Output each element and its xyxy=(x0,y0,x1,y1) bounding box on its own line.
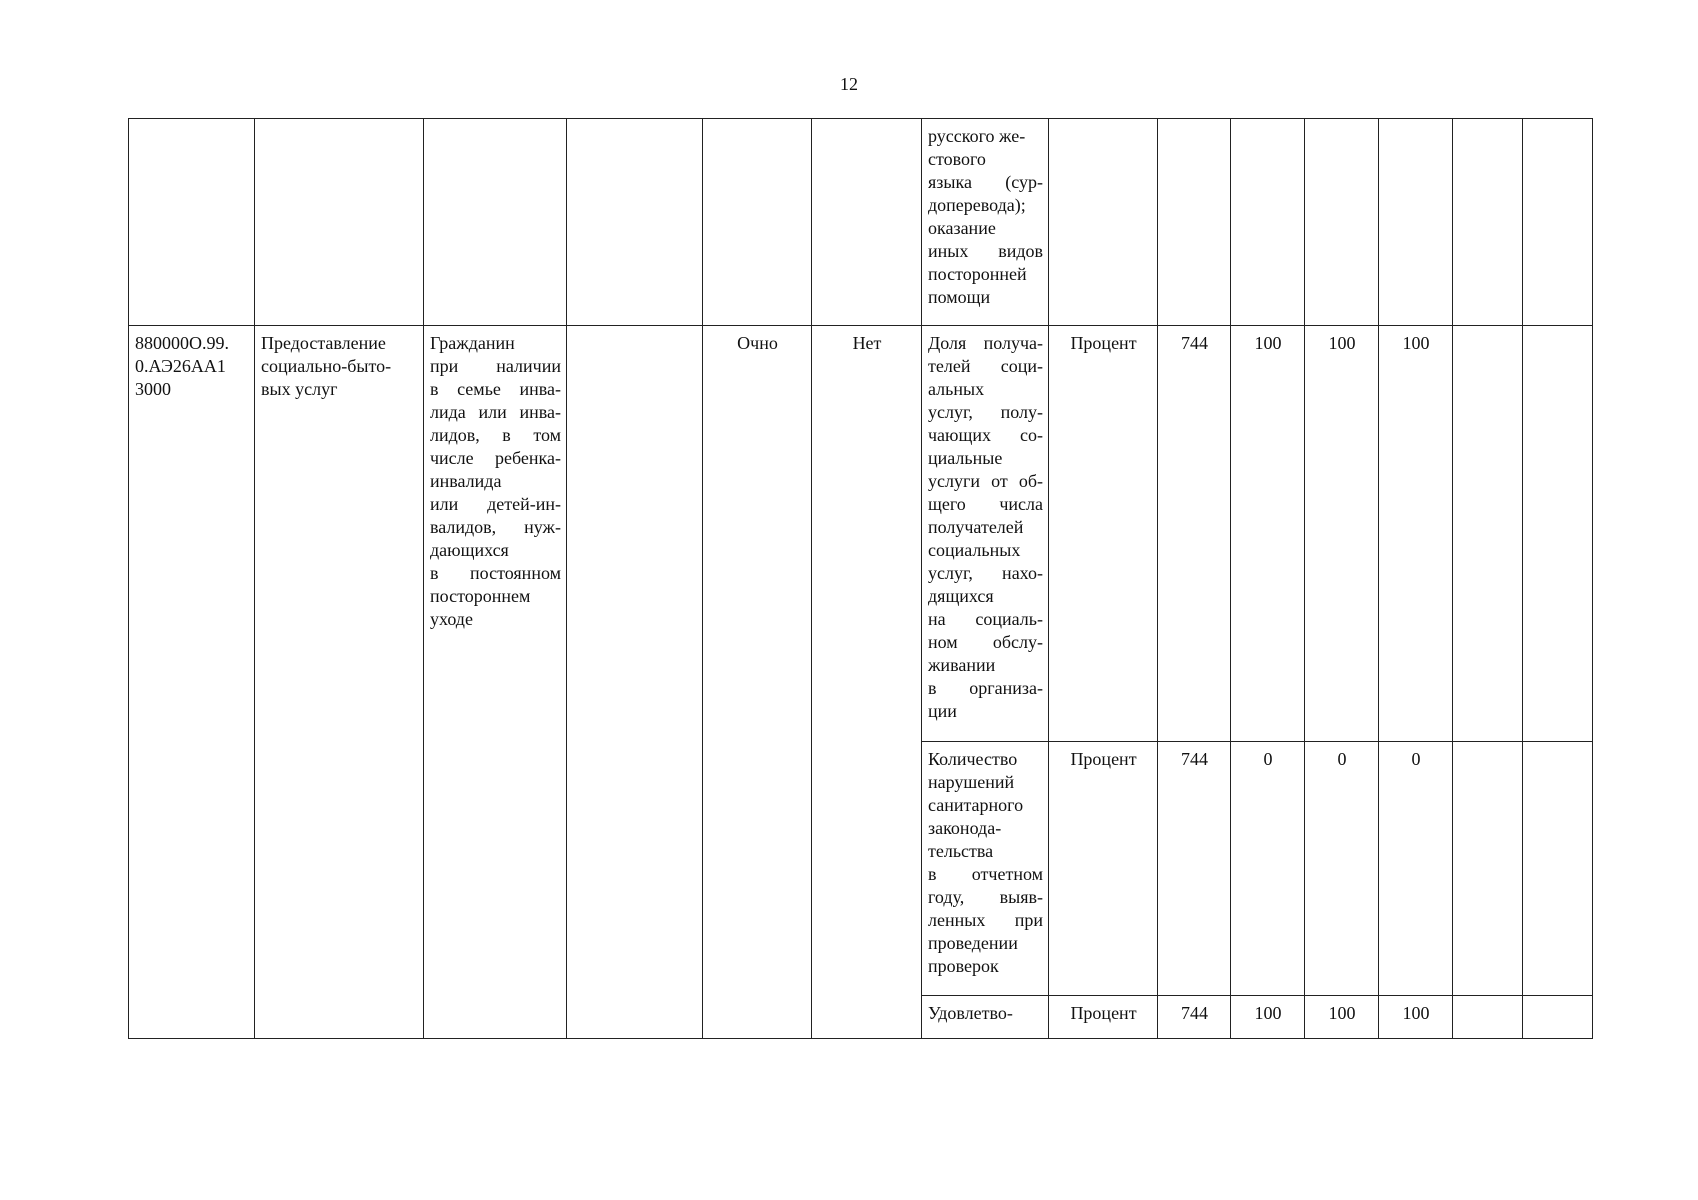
cell-empty xyxy=(1523,742,1593,996)
text-line: живании xyxy=(928,655,996,675)
services-table xyxy=(128,118,1593,1039)
text-line: телей соци- xyxy=(928,356,1043,376)
okei-code-cell: 744 xyxy=(1158,326,1231,742)
text-line: числе ребенка- xyxy=(430,448,561,468)
value-cell: 0 xyxy=(1231,742,1305,996)
cell-empty xyxy=(1453,326,1523,742)
text-line: лида или инва- xyxy=(430,402,561,422)
text-line: проведении xyxy=(928,933,1018,953)
text-line: доперевода); xyxy=(928,195,1026,215)
text-line: вых услуг xyxy=(261,379,338,399)
value-cell: 100 xyxy=(1231,996,1305,1039)
text-line: ном обслу- xyxy=(928,632,1043,652)
cell-empty xyxy=(255,119,424,326)
text-line: социально-быто- xyxy=(261,356,392,376)
text-line: нарушений xyxy=(928,772,1015,792)
text-line: в отчетном xyxy=(928,864,1043,884)
cell-empty xyxy=(1158,119,1231,326)
cell-empty xyxy=(1453,996,1523,1039)
text-line: Гражданин xyxy=(430,333,515,353)
unit-cell: Процент xyxy=(1049,996,1158,1039)
text-line: ленных при xyxy=(928,910,1043,930)
text-line: услуги от об- xyxy=(928,471,1043,491)
text-line: Доля получа- xyxy=(928,333,1043,353)
text-line: русского же- xyxy=(928,126,1026,146)
cell-empty xyxy=(1379,119,1453,326)
text-line: в организа- xyxy=(928,678,1043,698)
flag-cell: Нет xyxy=(812,326,922,1039)
text-line: социальных xyxy=(928,540,1021,560)
text-line: альных xyxy=(928,379,985,399)
text-line: или детей-ин- xyxy=(430,494,561,514)
text-line: валидов, нуж- xyxy=(430,517,561,537)
page-number: 12 xyxy=(840,74,858,94)
cell-empty xyxy=(424,119,567,326)
value-cell: 100 xyxy=(1379,996,1453,1039)
text-line: щего числа xyxy=(928,494,1043,514)
service-name-cell xyxy=(255,326,424,1039)
okei-code-cell: 744 xyxy=(1158,996,1231,1039)
text-line: году, выяв- xyxy=(928,887,1043,907)
text-line: посторонней xyxy=(928,264,1027,284)
cell-empty xyxy=(1453,742,1523,996)
text-line: постороннем xyxy=(430,586,531,606)
service-form-cell: Очно xyxy=(703,326,812,1039)
value-cell: 100 xyxy=(1379,326,1453,742)
cell-empty xyxy=(1049,119,1158,326)
text-line: услуг, нахо- xyxy=(928,563,1043,583)
text-line: стового xyxy=(928,149,986,169)
text-line: циальные xyxy=(928,448,1003,468)
text-line: языка (сур- xyxy=(928,172,1043,192)
value-cell: 100 xyxy=(1305,996,1379,1039)
registry-code-cell xyxy=(129,326,255,1039)
text-line: лидов, в том xyxy=(430,425,561,445)
cell-empty xyxy=(1453,119,1523,326)
text-line: санитарного xyxy=(928,795,1024,815)
text-line: уходе xyxy=(430,609,473,629)
text-line: 3000 xyxy=(135,379,171,399)
value-cell: 100 xyxy=(1231,326,1305,742)
indicator-name-cell xyxy=(922,742,1049,996)
unit-cell: Процент xyxy=(1049,326,1158,742)
text-line: ции xyxy=(928,701,957,721)
text-line: тельства xyxy=(928,841,994,861)
indicator-name-cell xyxy=(922,119,1049,326)
text-line: проверок xyxy=(928,956,999,976)
text-line: чающих со- xyxy=(928,425,1043,445)
text-line: в семье инва- xyxy=(430,379,561,399)
unit-cell: Процент xyxy=(1049,742,1158,996)
text-line: Количество xyxy=(928,749,1018,769)
cell-empty xyxy=(812,119,922,326)
cell-empty xyxy=(703,119,812,326)
recipient-category-cell xyxy=(424,326,567,1039)
cell-empty xyxy=(567,119,703,326)
text-line: услуг, полу- xyxy=(928,402,1043,422)
value-cell: 0 xyxy=(1379,742,1453,996)
indicator-name-cell xyxy=(922,996,1049,1039)
value-cell: 100 xyxy=(1305,326,1379,742)
text-line: инвалида xyxy=(430,471,502,491)
text-line: иных видов xyxy=(928,241,1043,261)
cell-empty xyxy=(1523,326,1593,742)
cell-empty xyxy=(1523,119,1593,326)
cell-empty xyxy=(1523,996,1593,1039)
text-line: получателей xyxy=(928,517,1024,537)
cell-empty xyxy=(1305,119,1379,326)
text-line: дящихся xyxy=(928,586,994,606)
text-line: Удовлетво- xyxy=(928,1003,1013,1023)
indicator-name-cell xyxy=(922,326,1049,742)
text-line: на социаль- xyxy=(928,609,1043,629)
text-line: в постоянном xyxy=(430,563,561,583)
text-line: помощи xyxy=(928,287,991,307)
text-line: Предоставление xyxy=(261,333,386,353)
text-line: оказание xyxy=(928,218,996,238)
text-line: при наличии xyxy=(430,356,561,376)
cell-empty xyxy=(129,119,255,326)
value-cell: 0 xyxy=(1305,742,1379,996)
okei-code-cell: 744 xyxy=(1158,742,1231,996)
text-line: 880000О.99. xyxy=(135,333,229,353)
cell-empty xyxy=(1231,119,1305,326)
table-row-entry xyxy=(129,326,1593,742)
cell-empty xyxy=(567,326,703,1039)
text-line: дающихся xyxy=(430,540,509,560)
text-line: законода- xyxy=(928,818,1002,838)
table-row-continuation xyxy=(129,119,1593,326)
text-line: 0.АЭ26АА1 xyxy=(135,356,226,376)
